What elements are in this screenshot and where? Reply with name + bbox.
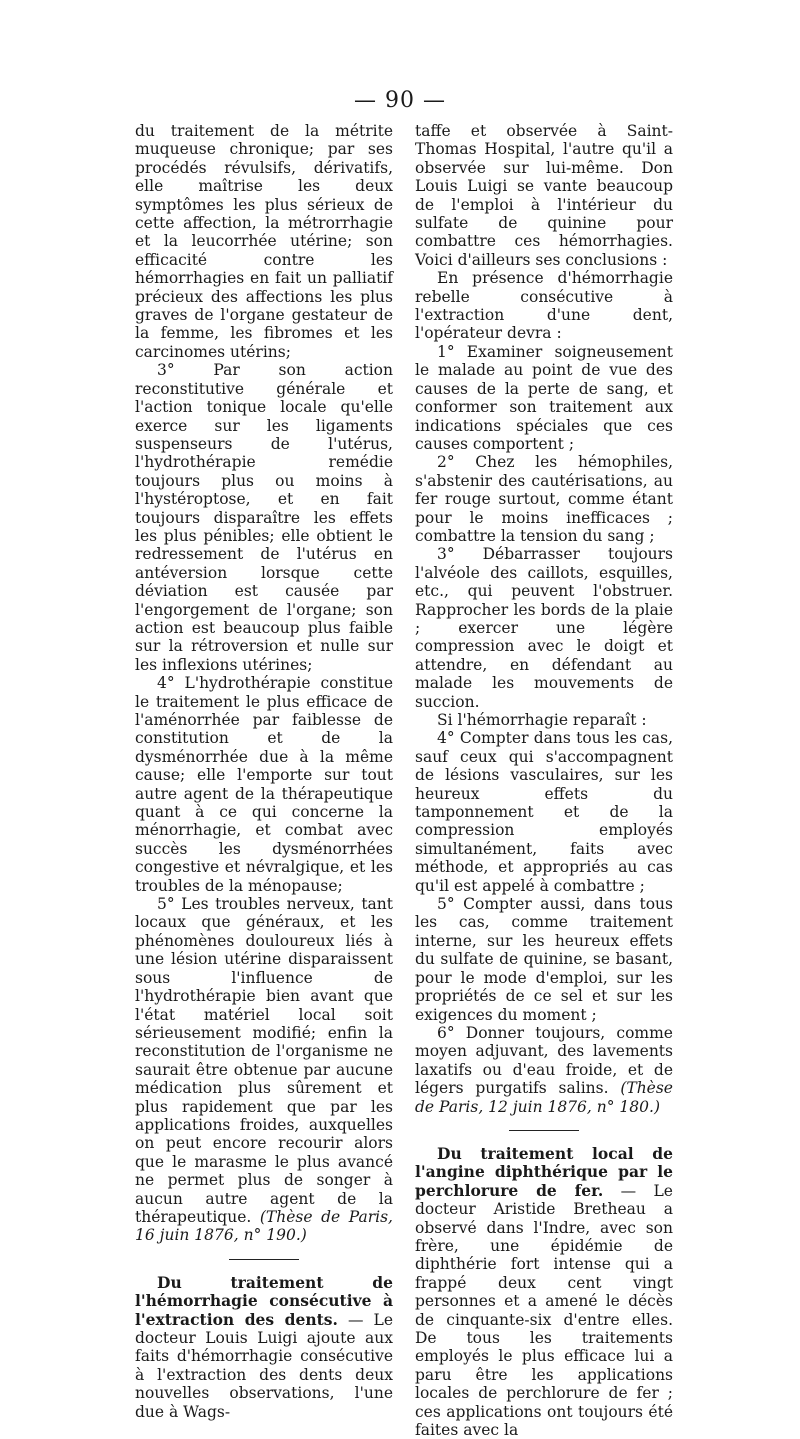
right-column [415,122,673,1439]
paragraph: 6° Donner toujours, comme moyen adjuvant, des lavements laxatifs ou d'eau froide, et de légers purgatifs salins. [415,1023,673,1098]
paragraph: 2° Chez les hémophiles, s'abstenir des cautérisations, au fer rouge surtout, comme étant pour le moins inefficaces ; combattre la tension du sang ; [415,453,673,545]
paragraph-with-citation [415,1024,673,1116]
citation: (Thèse de Paris, 16 juin 1876, n° 190.) [135,1207,393,1245]
paragraph: 1° Examiner soigneusement le malade au point de vue des causes de la perte de sang, et conformer son traitement aux indications spéciales que ces causes comportent ; [415,342,673,453]
paragraph: taffe et observée à Saint-Thomas Hospital, l'autre qu'il a observée sur lui-même. Don Louis Luigi se vante beaucoup de l'emploi à l'intérieur du sulfate de quinine pour combattre ces hémorrhagies. Voici d'ailleurs ses conclusions : [415,122,673,269]
section [415,1145,673,1439]
citation: (Thèse de Paris, 12 juin 1876, n° 180.) [415,1079,673,1116]
paragraph: En présence d'hémorrhagie rebelle consécutive à l'extraction d'une dent, l'opérateur devra : [415,269,673,343]
paragraph: 3° Par son action reconstitutive générale et l'action tonique locale qu'elle exerce sur les ligaments suspenseurs de l'utérus, l'hydrothérapie remédie toujours plus ou moins à l'hystéroptose, et en fait toujours disparaître les effets les plus pénibles; elle obtient le redressement de l'utérus en antéversion lorsque cette déviation est causée par l'engorgement de l'organe; son action est beaucoup plus faible sur la rétroversion et nulle sur les inflexions utérines; [135,361,393,674]
left-column [135,122,393,1421]
paragraph: Si l'hémorrhagie reparaît : [437,711,647,729]
paragraph: 4° Compter dans tous les cas, sauf ceux qui s'accompagnent de lésions vasculaires, sur les heureux effets du tamponnement et de la compression employés simultanément, faits avec méthode, et appropriés au cas qu'il est appelé à combattre ; [415,729,673,895]
paragraph: 5° Les troubles nerveux, tant locaux que généraux, et les phénomènes douloureux liés à une lésion utérine disparaissent sous l'influence de l'hydrothérapie bien avant que l'état matériel local soit sérieusement modifié; enfin la reconstitution de l'organisme ne saurait être obtenue par aucune médication plus sûrement et plus rapidement que par les applications froides, auxquelles on peut encore recourir alors que le marasme le plus avancé ne permet plus de songer à aucun autre agent de la thérapeutique. [135,895,393,1226]
paragraph: du traitement de la métrite muqueuse chronique; par ses procédés révulsifs, dérivatifs, elle maîtrise les deux symptômes les plus sérieux de cette affection, la métrorrhagie et la leucorrhée utérine; son efficacité contre les hémorrhagies en fait un palliatif précieux des affections les plus graves de l'organe gestateur de la femme, les fibromes et les carcinomes utérins; [135,122,393,361]
section [135,1274,393,1421]
section-text: — Le docteur Aristide Bretheau a observé dans l'Indre, avec son frère, une épidémie de diphthérie fort intense qui a frappé deux cent vingt personnes et a amené le décès de cinquante-six d'entre elles. De tous les traitements employés le plus efficace lui a paru être les applications locales de perchlorure de fer ; ces applications ont toujours été faites avec la [415,1181,673,1439]
page-number: — 90 — [354,88,446,113]
section-divider [229,1259,299,1260]
section-text: — Le docteur Louis Luigi ajoute aux faits d'hémorrhagie consécutive à l'extraction des dents deux nouvelles observations, l'une due à Wags- [135,1310,393,1421]
paragraph: 3° Débarrasser toujours l'alvéole des caillots, esquilles, etc., qui peuvent l'obstruer. Rapprocher les bords de la plaie ; exercer une légère compression avec le doigt et attendre, en défendant au malade les mouvements de succion. [415,545,673,711]
section-heading: Du traitement local de l'angine diphthérique par le perchlorure de fer. [415,1143,673,1200]
paragraph: 5° Compter aussi, dans tous les cas, comme traitement interne, sur les heureux effets du sulfate de quinine, se basant, pour le mode d'emploi, sur les propriétés de ce sel et sur les exigences du moment ; [415,895,673,1024]
section-divider [509,1130,579,1131]
paragraph-with-citation [135,895,393,1245]
section-heading: Du traitement de l'hémorrhagie consécutive à l'extraction des dents. [135,1272,393,1329]
paragraph: 4° L'hydrothérapie constitue le traitement le plus efficace de l'aménorrhée par faiblesse de constitution et de la dysménorrhée due à la même cause; elle l'emporte sur tout autre agent de la thérapeutique quant à ce qui concerne la ménorrhagie, et combat avec succès les dysménorrhées congestive et névralgique, et les troubles de la ménopause; [135,674,393,895]
